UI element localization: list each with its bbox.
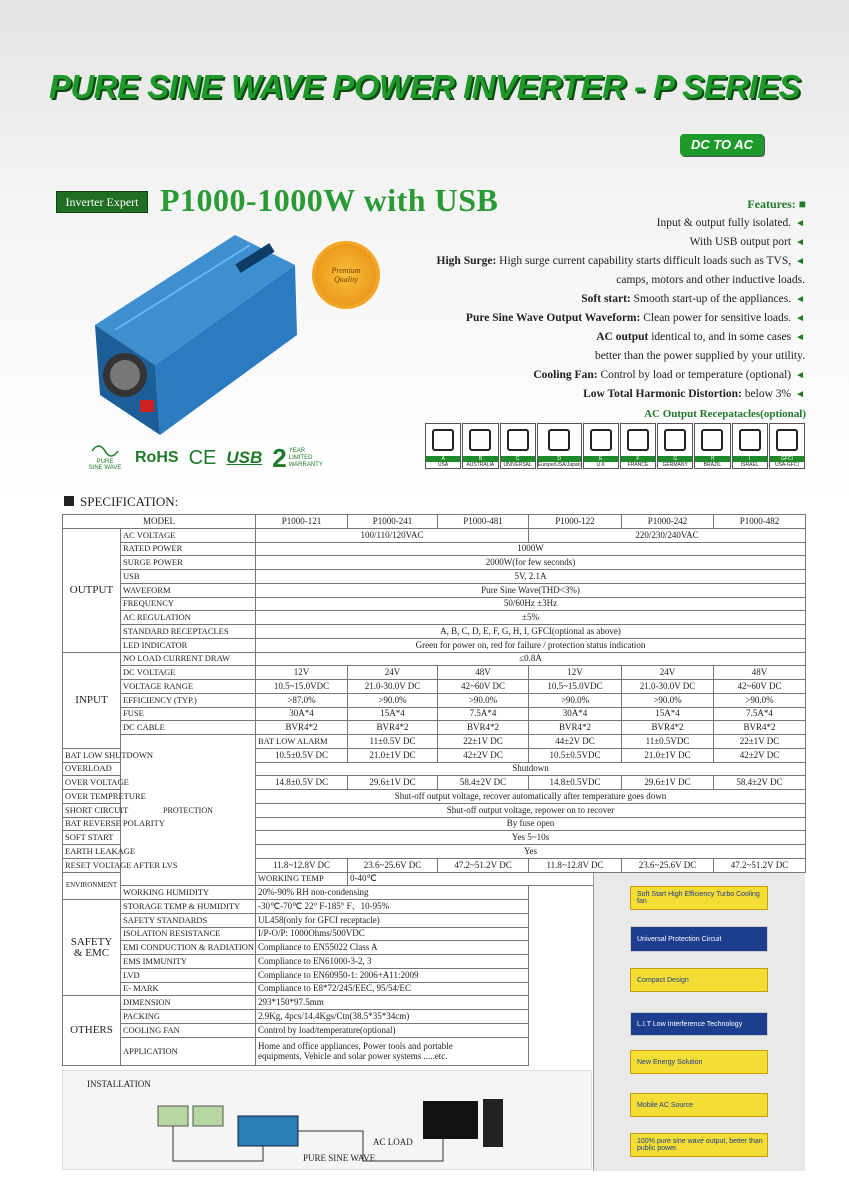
param: SOFT START	[63, 831, 121, 845]
pure-label: PURE	[96, 459, 114, 465]
installation-diagram	[62, 1070, 592, 1170]
value: By fuse open	[256, 817, 806, 831]
feature-bold: Cooling Fan:	[533, 369, 598, 381]
value: 12V	[256, 666, 348, 680]
table-row	[63, 735, 806, 749]
arrow-icon: ◄	[795, 237, 805, 248]
warranty-year: 2	[272, 442, 287, 473]
spec-heading	[64, 494, 178, 510]
receptacle-country: Europe/USA/Japan	[537, 462, 581, 468]
receptacle-c	[500, 423, 536, 469]
param: OVER TEMPRETURE	[63, 790, 121, 804]
header-col: P1000-242	[622, 515, 714, 529]
safety-label: SAFETY	[70, 935, 113, 948]
value: Compliance to EN55022 Class A	[256, 941, 529, 955]
value: UL458(only for GFCI receptacle)	[256, 913, 529, 927]
feature-line	[345, 309, 805, 328]
value: 20%-90% RH non-condensing	[256, 886, 529, 900]
outlet-icon	[733, 424, 767, 456]
soft-start-badge: Soft Start High Efficiency Turbo Cooling fan	[630, 886, 768, 910]
usb-logo: USB	[226, 448, 263, 467]
pure-sine-wave-label: PURE SINE WAVE	[303, 1153, 376, 1163]
param: FUSE	[121, 707, 256, 721]
param: COOLING FAN	[121, 1023, 256, 1037]
value: 0-40℃	[348, 872, 622, 886]
receptacle-e	[583, 423, 619, 469]
value: 293*150*97.5mm	[256, 996, 529, 1010]
param: FREQUENCY	[121, 597, 256, 611]
feature-line	[345, 290, 805, 309]
receptacle-country: USA-GFCI	[774, 462, 799, 468]
group-protection: PROTECTION	[121, 735, 256, 886]
arrow-icon: ◄	[795, 256, 805, 267]
param: DIMENSION	[121, 996, 256, 1010]
param: RATED POWER	[121, 542, 256, 556]
value: 47.2~51.2V DC	[714, 858, 806, 872]
param: SHORT CIRCUIT	[63, 803, 121, 817]
feature-text: Input & output fully isolated.	[656, 217, 792, 229]
outlet-icon	[426, 424, 460, 456]
param: LVD	[121, 968, 256, 982]
table-header-row	[63, 515, 806, 529]
ce-logo: CE	[188, 446, 217, 469]
emc-label: & EMC	[73, 946, 110, 959]
feature-text: High surge current capability starts difficult loads such as TVS,	[496, 255, 792, 267]
new-energy-badge: New Energy Solution	[630, 1050, 768, 1074]
value: Shut-off output voltage, recover automatically after temperature goes down	[256, 790, 806, 804]
receptacle-country: ISRAEL	[740, 462, 759, 468]
value: 11.8~12.8V DC	[529, 858, 622, 872]
feature-line	[345, 252, 805, 271]
receptacle-country: UNIVERSAL	[503, 462, 532, 468]
receptacle-letter: D	[538, 456, 581, 462]
value: Yes 5~10s	[256, 831, 806, 845]
group-others: OTHERS	[63, 996, 121, 1065]
premium-text: Premium	[331, 266, 361, 275]
value: 11.8~12.8V DC	[256, 858, 348, 872]
value: 50/60Hz ±3Hz	[256, 597, 806, 611]
value: 15A*4	[348, 707, 438, 721]
value: 44±2V DC	[529, 735, 622, 749]
feature-line	[345, 328, 805, 347]
value: Yes	[256, 845, 806, 859]
param: ISOLATION RESISTANCE	[121, 927, 256, 941]
table-row	[63, 542, 806, 556]
value: 5V, 2.1A	[256, 570, 806, 584]
header-col: P1000-122	[529, 515, 622, 529]
receptacle-country: U.K	[596, 462, 605, 468]
square-bullet-icon	[64, 496, 74, 506]
header-col: P1000-482	[714, 515, 806, 529]
receptacle-country: USA	[437, 462, 449, 468]
value: 29.6±1V DC	[348, 776, 438, 790]
value: ±5%	[256, 611, 806, 625]
value: BVR4*2	[622, 721, 714, 735]
value: 29.6±1V DC	[622, 776, 714, 790]
warranty-line-1: YEAR	[288, 447, 306, 454]
param: AC REGULATION	[121, 611, 256, 625]
value: 24V	[348, 666, 438, 680]
value: Shut-off output voltage, repower on to recover	[256, 803, 806, 817]
arrow-icon: ◄	[795, 389, 805, 400]
table-row	[63, 570, 806, 584]
value: 10.5~15.0VDC	[256, 680, 348, 694]
feature-text: Clean power for sensitive loads.	[640, 312, 792, 324]
feature-bold: High Surge:	[436, 255, 497, 267]
inverter-product-image	[85, 225, 305, 440]
param: LED INDICATOR	[121, 638, 256, 652]
features-heading-text: Features:	[747, 197, 796, 211]
value: 48V	[714, 666, 806, 680]
inverter-expert-logo: Inverter Expert	[56, 191, 148, 213]
param: SURGE POWER	[121, 556, 256, 570]
table-row	[63, 528, 806, 542]
model-title: P1000-1000W with USB	[160, 182, 499, 218]
outlet-icon	[695, 424, 729, 456]
table-row	[63, 707, 806, 721]
receptacle-letter: F	[621, 456, 655, 462]
value: A, B, C, D, E, F, G, H, I, GFCI(optional as above)	[256, 625, 806, 639]
value: BVR4*2	[529, 721, 622, 735]
receptacle-letter: A	[426, 456, 460, 462]
lit-badge: L.I.T Low Interference Technology	[630, 1012, 768, 1036]
value: 11±0.5VDC	[622, 735, 714, 749]
feature-line	[345, 271, 805, 290]
feature-bold: Soft start:	[581, 293, 631, 305]
arrow-icon: ◄	[795, 294, 805, 305]
value: BVR4*2	[438, 721, 529, 735]
group-safety	[63, 900, 121, 996]
value: 22±1V DC	[438, 735, 529, 749]
value: 47.2~51.2V DC	[438, 858, 529, 872]
table-row	[63, 721, 806, 735]
param: EARTH LEAKAGE	[63, 845, 121, 859]
quality-text: Quality	[334, 275, 358, 284]
receptacle-d	[537, 423, 582, 469]
value: 30A*4	[256, 707, 348, 721]
param: RESET VOLTAGE AFTER LVS	[63, 858, 121, 872]
value: 10.5±0.5V DC	[256, 748, 348, 762]
value: 21.0±1V DC	[622, 748, 714, 762]
value: Compliance to E8*72/245/EEC, 95/54/EC	[256, 982, 529, 996]
receptacle-letter: B	[463, 456, 497, 462]
ac-load-label: AC LOAD	[373, 1137, 413, 1147]
param: BAT LOW SHUTDOWN	[63, 748, 121, 762]
value: 21.0-30.0V DC	[622, 680, 714, 694]
value: 7.5A*4	[438, 707, 529, 721]
param: USB	[121, 570, 256, 584]
receptacle-country: BRAZIL	[703, 462, 722, 468]
param: SAFETY STANDARDS	[121, 913, 256, 927]
table-row	[63, 666, 806, 680]
table-row	[63, 858, 806, 872]
value: 42±2V DC	[714, 748, 806, 762]
feature-line	[345, 214, 805, 233]
table-row	[63, 693, 806, 707]
value: Pure Sine Wave(THD<3%)	[256, 583, 806, 597]
outlet-icon	[501, 424, 535, 456]
receptacle-letter: GFCI	[770, 456, 804, 462]
installation-label: INSTALLATION	[87, 1079, 151, 1089]
param: OVERLOAD	[63, 762, 121, 776]
mobile-ac-badge: Mobile AC Source	[630, 1093, 768, 1117]
value: Compliance to EN61000-3-2, 3	[256, 955, 529, 969]
certification-logos	[83, 443, 323, 473]
table-row	[63, 638, 806, 652]
param: PACKING	[121, 1010, 256, 1024]
value: 100/110/120VAC	[256, 528, 529, 542]
table-row	[63, 556, 806, 570]
param: AC VOLTAGE	[121, 528, 256, 542]
param: WORKING HUMIDITY	[121, 886, 256, 900]
receptacle-letter: C	[501, 456, 535, 462]
param: DC VOLTAGE	[121, 666, 256, 680]
table-row	[63, 652, 806, 666]
receptacle-f	[620, 423, 656, 469]
value: 24V	[622, 666, 714, 680]
value: 2.9Kg, 4pcs/14.4Kgs/Ctn(38.5*35*34cm)	[256, 1010, 529, 1024]
feature-bold: AC output	[596, 331, 649, 343]
warranty-line-3: WARRANTY	[288, 461, 323, 468]
value: I/P-O/P: 1000Ohms/500VDC	[256, 927, 529, 941]
value: >90.0%	[438, 693, 529, 707]
value: 21.0±1V DC	[348, 748, 438, 762]
value: 58.4±2V DC	[438, 776, 529, 790]
receptacle-gfci	[769, 423, 805, 469]
value: >90.0%	[622, 693, 714, 707]
feature-text: identical to, and in some cases	[648, 331, 792, 343]
header-col: P1000-121	[256, 515, 348, 529]
sine-icon	[90, 445, 120, 457]
header-model: MODEL	[63, 515, 256, 529]
param: OVER VOLTAGE	[63, 776, 121, 790]
pure-sine-output-badge: 100% pure sine wave output, better than public power.	[630, 1133, 768, 1157]
value: Shutdown	[256, 762, 806, 776]
receptacle-country: GERMANY	[662, 462, 688, 468]
feature-line	[345, 347, 805, 366]
value: >90.0%	[348, 693, 438, 707]
value: 2000W(for few seconds)	[256, 556, 806, 570]
group-input: INPUT	[63, 652, 121, 748]
feature-line	[345, 366, 805, 385]
app-line-1: Home and office appliances, Power tools and portable	[258, 1041, 453, 1051]
value: Compliance to EN60950-1: 2006+A11:2009	[256, 968, 529, 982]
value: 23.6~25.6V DC	[622, 858, 714, 872]
value: BVR4*2	[256, 721, 348, 735]
value: 15A*4	[622, 707, 714, 721]
value: 42~60V DC	[714, 680, 806, 694]
outlet-icon	[658, 424, 692, 456]
receptacle-letter: I	[733, 456, 767, 462]
param: EMS IMMUNITY	[121, 955, 256, 969]
table-row	[63, 680, 806, 694]
param: WAVEFORM	[121, 583, 256, 597]
value: 48V	[438, 666, 529, 680]
page-title: PURE SINE WAVE POWER INVERTER - P SERIES	[48, 68, 801, 105]
feature-text: Control by load or temperature (optional)	[597, 369, 792, 381]
warranty-text	[289, 448, 323, 469]
value: >90.0%	[714, 693, 806, 707]
outlet-icon	[770, 424, 804, 456]
group-output: OUTPUT	[63, 528, 121, 652]
dc-to-ac-badge: DC TO AC	[680, 134, 764, 156]
table-row	[63, 611, 806, 625]
value: Control by load/temperature(optional)	[256, 1023, 529, 1037]
value: 12V	[529, 666, 622, 680]
feature-line	[345, 385, 805, 404]
receptacles-heading: AC Output Recepatacles(optional)	[644, 408, 806, 420]
value: -30℃-70℃ 22° F-185° F、10-95%	[256, 900, 529, 914]
value: BVR4*2	[714, 721, 806, 735]
param: STORAGE TEMP & HUMIDITY	[121, 900, 256, 914]
outlet-icon	[584, 424, 618, 456]
value: 21.0-30.0V DC	[348, 680, 438, 694]
compact-design-badge: Compact Design	[630, 968, 768, 992]
arrow-icon: ◄	[795, 370, 805, 381]
param: EMI CONDUCTION & RADIATION	[121, 941, 256, 955]
feature-bold: Low Total Harmonic Distortion:	[583, 388, 742, 400]
param: STANDARD RECEPTACLES	[121, 625, 256, 639]
value: >87.0%	[256, 693, 348, 707]
outlet-icon	[621, 424, 655, 456]
receptacle-i	[732, 423, 768, 469]
feature-text: below 3%	[741, 388, 792, 400]
value	[256, 1037, 529, 1065]
value: 58.4±2V DC	[714, 776, 806, 790]
value: 7.5A*4	[714, 707, 806, 721]
param: BAT REVERSE POLARITY	[63, 817, 121, 831]
value: 10.5~15.0VDC	[529, 680, 622, 694]
feature-text: With USB output port	[689, 236, 792, 248]
param: VOLTAGE RANGE	[121, 680, 256, 694]
value: 14.8±0.5VDC	[529, 776, 622, 790]
table-row	[63, 583, 806, 597]
value: 42±2V DC	[438, 748, 529, 762]
receptacle-b	[462, 423, 498, 469]
feature-text: better than the power supplied by your utility.	[594, 350, 805, 362]
param: WORKING TEMP	[256, 872, 348, 886]
param: EFFICIENCY (TYP.)	[121, 693, 256, 707]
param: DC CABLE	[121, 721, 256, 735]
feature-line	[345, 233, 805, 252]
pure-sine-logo	[83, 445, 127, 471]
header-col: P1000-481	[438, 515, 529, 529]
value: 30A*4	[529, 707, 622, 721]
table-row	[63, 625, 806, 639]
header-col: P1000-241	[348, 515, 438, 529]
outlet-icon	[463, 424, 497, 456]
receptacle-country: FRANCE	[627, 462, 649, 468]
sine-wave-label: SINE WAVE	[88, 465, 122, 471]
arrow-icon: ◄	[795, 218, 805, 229]
receptacle-strip	[425, 423, 806, 469]
feature-text: camps, motors and other inductive loads.	[616, 274, 805, 286]
app-line-2: equipments, Vehicle and solar power systems .....etc.	[258, 1051, 448, 1061]
features-heading: Features: ■	[747, 197, 806, 211]
receptacle-country: AUSTRALIA	[466, 462, 495, 468]
receptacle-letter: H	[695, 456, 729, 462]
rohs-logo: RoHS	[135, 449, 179, 466]
value: 23.6~25.6V DC	[348, 858, 438, 872]
warranty-line-2: LIMITED	[288, 454, 313, 461]
value: 22±1V DC	[714, 735, 806, 749]
receptacle-h	[694, 423, 730, 469]
value: 11±0.5V DC	[348, 735, 438, 749]
value: >90.0%	[529, 693, 622, 707]
value: Green for power on, red for failure / protection status indication	[256, 638, 806, 652]
value: 42~60V DC	[438, 680, 529, 694]
arrow-icon: ◄	[795, 332, 805, 343]
value: 1000W	[256, 542, 806, 556]
param: NO LOAD CURRENT DRAW	[121, 652, 256, 666]
group-environment: ENVIRONMENT	[63, 872, 121, 900]
feature-bold: Pure Sine Wave Output Waveform:	[465, 312, 641, 324]
feature-text: Smooth start-up of the appliances.	[630, 293, 792, 305]
value: 220/230/240VAC	[529, 528, 806, 542]
value: BVR4*2	[348, 721, 438, 735]
receptacle-letter: E	[584, 456, 618, 462]
param: E- MARK	[121, 982, 256, 996]
receptacle-letter: G	[658, 456, 692, 462]
value: 10.5±0.5VDC	[529, 748, 622, 762]
param: BAT LOW ALARM	[256, 735, 348, 749]
value: 14.8±0.5V DC	[256, 776, 348, 790]
param: APPLICATION	[121, 1037, 256, 1065]
outlet-icon	[538, 424, 581, 456]
table-row	[63, 597, 806, 611]
receptacle-a	[425, 423, 461, 469]
spec-heading-text: SPECIFICATION:	[80, 494, 179, 509]
receptacle-g	[657, 423, 693, 469]
value: ≤0.8A	[256, 652, 806, 666]
protection-circuit-badge: Universal Protection Circuit	[630, 926, 768, 952]
arrow-icon: ◄	[795, 313, 805, 324]
